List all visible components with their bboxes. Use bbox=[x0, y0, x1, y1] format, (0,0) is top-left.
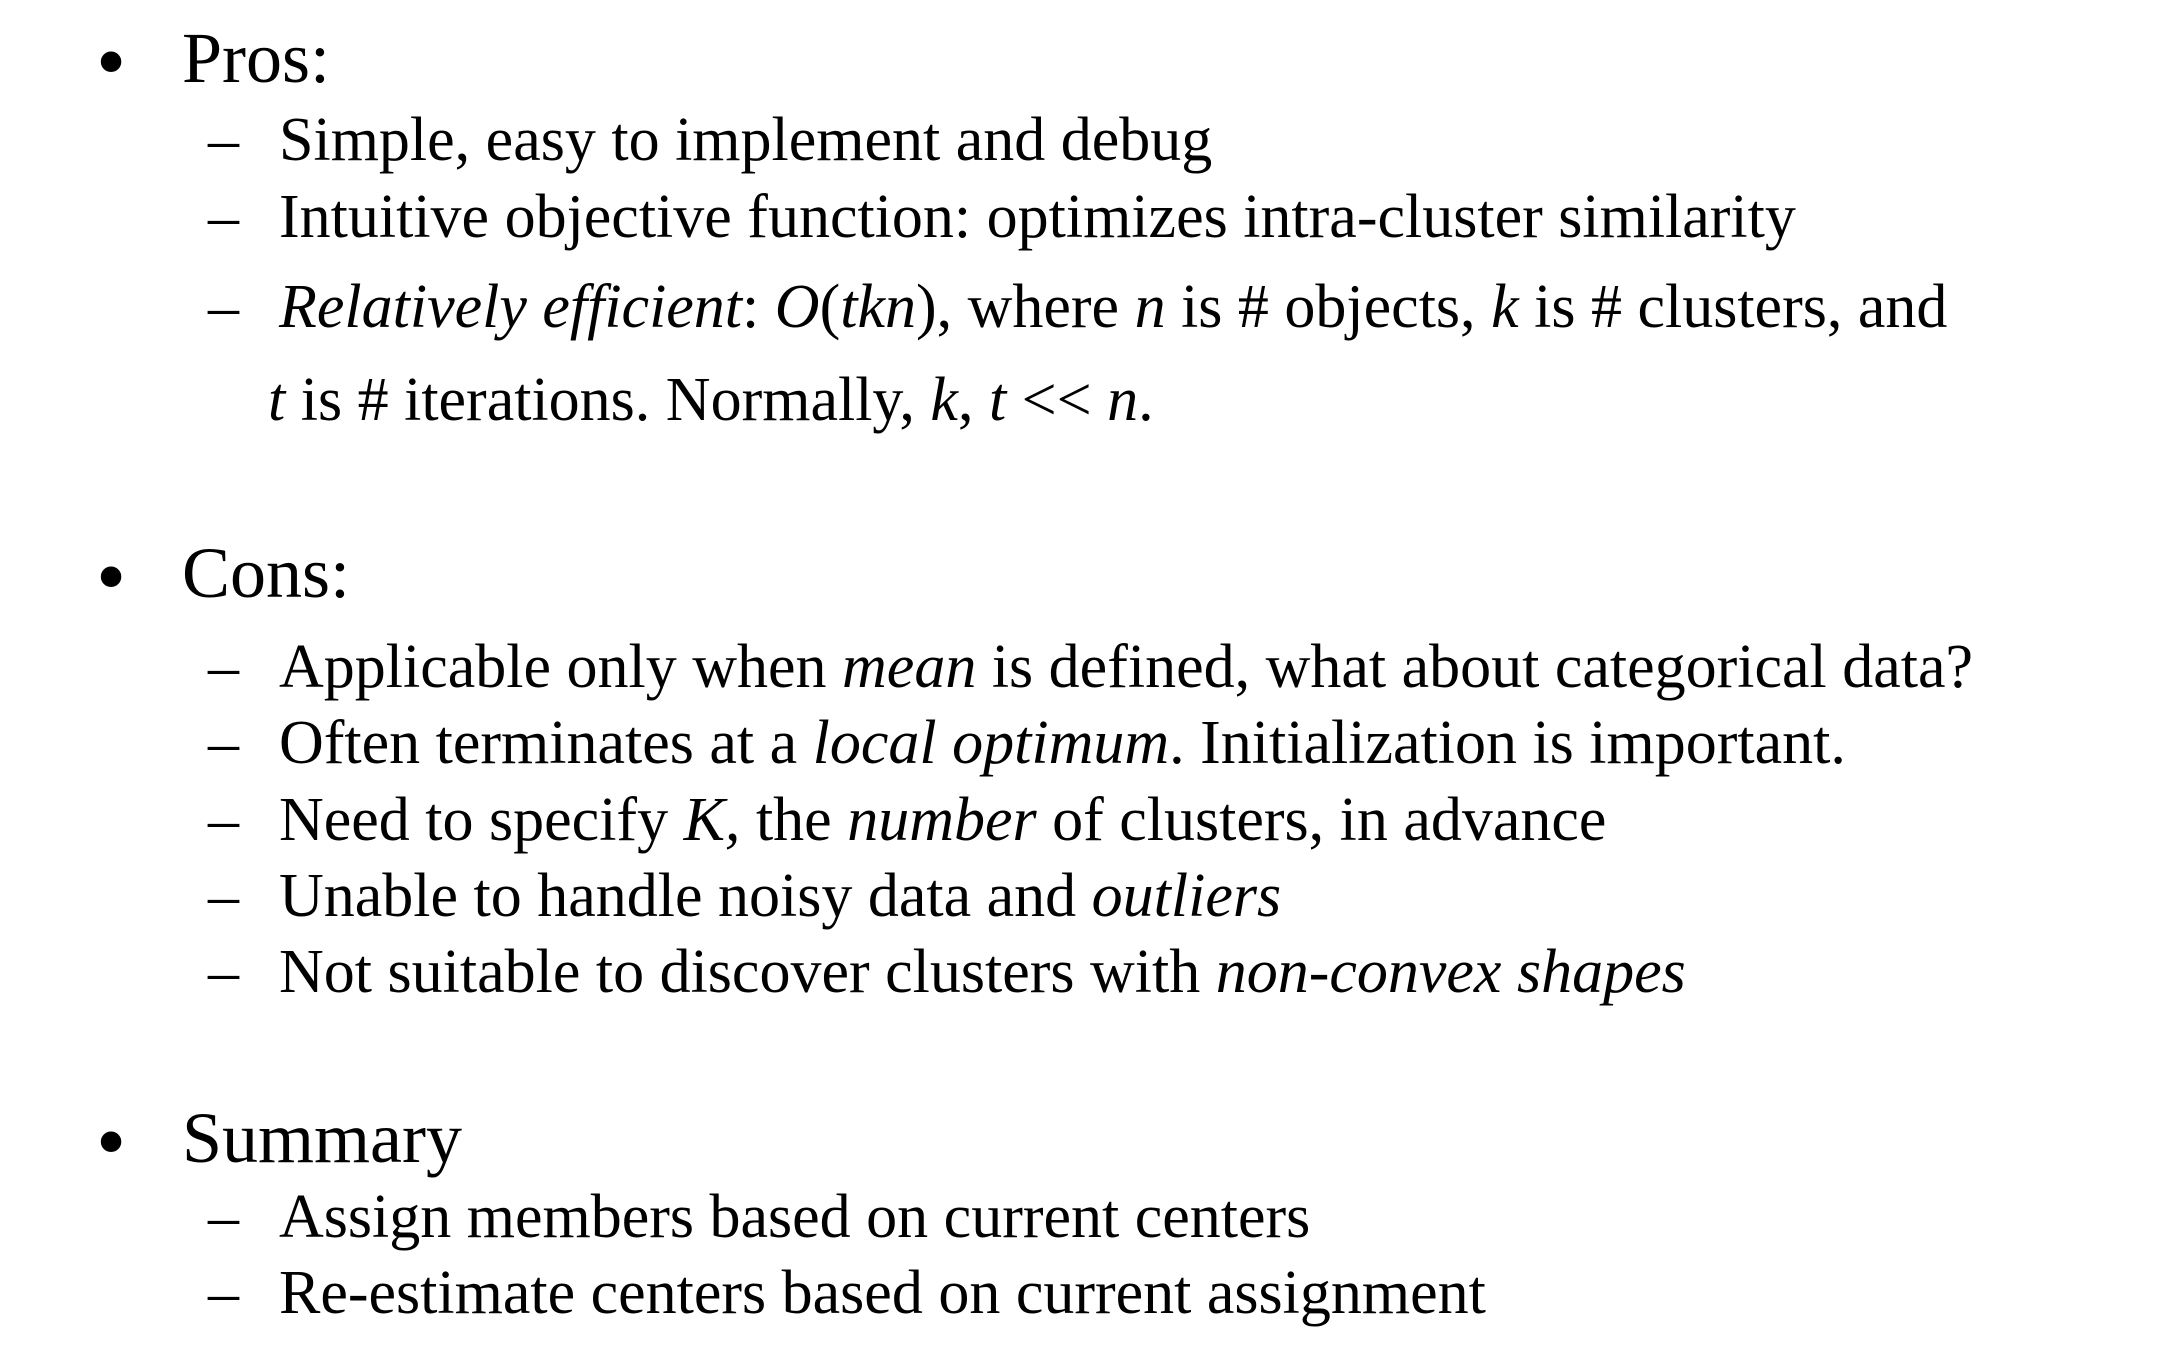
text-run: is # iterations. Normally, bbox=[285, 366, 931, 434]
dash: – bbox=[208, 1183, 239, 1251]
dash: – bbox=[208, 183, 239, 251]
text-run: Assign members based on current centers bbox=[279, 1183, 1311, 1251]
list-item bbox=[279, 273, 1948, 341]
list-item-continuation bbox=[268, 366, 1154, 434]
text-run: ), where bbox=[915, 273, 1135, 341]
list-item bbox=[279, 938, 1686, 1006]
italic-text: local optimum bbox=[812, 709, 1170, 777]
text-run: Intuitive objective function: optimizes intra-cluster similarity bbox=[279, 183, 1796, 251]
italic-text: outliers bbox=[1091, 862, 1282, 930]
dash: – bbox=[208, 938, 239, 1006]
text-run: of clusters, in advance bbox=[1036, 786, 1607, 854]
text-run: the bbox=[740, 786, 848, 854]
italic-text: number bbox=[847, 786, 1037, 854]
list-item bbox=[279, 633, 1974, 701]
text-run: << bbox=[1006, 366, 1108, 434]
text-run: : bbox=[742, 273, 775, 341]
bullet-cons: • bbox=[96, 528, 127, 624]
heading-pros: Pros: bbox=[182, 18, 331, 98]
bullet-pros: • bbox=[96, 13, 127, 109]
italic-text: k bbox=[930, 366, 958, 434]
list-item bbox=[279, 709, 1846, 777]
italic-text: tkn bbox=[840, 273, 916, 341]
text-run: Simple, easy to implement and debug bbox=[279, 106, 1213, 174]
dash: – bbox=[208, 862, 239, 930]
italic-text: n bbox=[1134, 273, 1166, 341]
list-item bbox=[279, 106, 1213, 174]
italic-text: O bbox=[774, 273, 820, 341]
italic-text: t bbox=[268, 366, 286, 434]
heading-summary: Summary bbox=[182, 1098, 462, 1178]
dash: – bbox=[208, 106, 239, 174]
text-run: is defined, what about categorical data? bbox=[976, 633, 1974, 701]
text-run: Often terminates at a bbox=[279, 709, 813, 777]
list-item bbox=[279, 786, 1607, 854]
text-run: , bbox=[957, 366, 989, 434]
text-run: . Initialization is important. bbox=[1169, 709, 1846, 777]
dash: – bbox=[208, 273, 239, 341]
italic-text: non-convex shapes bbox=[1215, 938, 1686, 1006]
italic-text: k bbox=[1491, 273, 1519, 341]
dash: – bbox=[208, 709, 239, 777]
dash: – bbox=[208, 633, 239, 701]
text-run: Unable to handle noisy data and bbox=[279, 862, 1092, 930]
text-run: Re-estimate centers based on current assignment bbox=[279, 1259, 1486, 1327]
italic-text: t bbox=[988, 366, 1007, 434]
bullet-summary: • bbox=[96, 1093, 127, 1189]
list-item bbox=[279, 1183, 1311, 1251]
heading-cons: Cons: bbox=[182, 533, 351, 613]
text-run: is # objects, bbox=[1165, 273, 1492, 341]
dash: – bbox=[208, 786, 239, 854]
text-run: . bbox=[1138, 366, 1154, 434]
text-run: Applicable only when bbox=[279, 633, 843, 701]
italic-text: n bbox=[1107, 366, 1139, 434]
italic-text: K, bbox=[683, 786, 741, 854]
text-run: Need to specify bbox=[279, 786, 684, 854]
text-run: Not suitable to discover clusters with bbox=[279, 938, 1216, 1006]
list-item bbox=[279, 183, 1796, 251]
text-run: ( bbox=[819, 273, 841, 341]
list-item bbox=[279, 1259, 1486, 1327]
dash: – bbox=[208, 1259, 239, 1327]
list-item bbox=[279, 862, 1282, 930]
text-run: is # clusters, and bbox=[1518, 273, 1948, 341]
italic-text: mean bbox=[842, 633, 977, 701]
italic-text: Relatively efficient bbox=[279, 273, 743, 341]
